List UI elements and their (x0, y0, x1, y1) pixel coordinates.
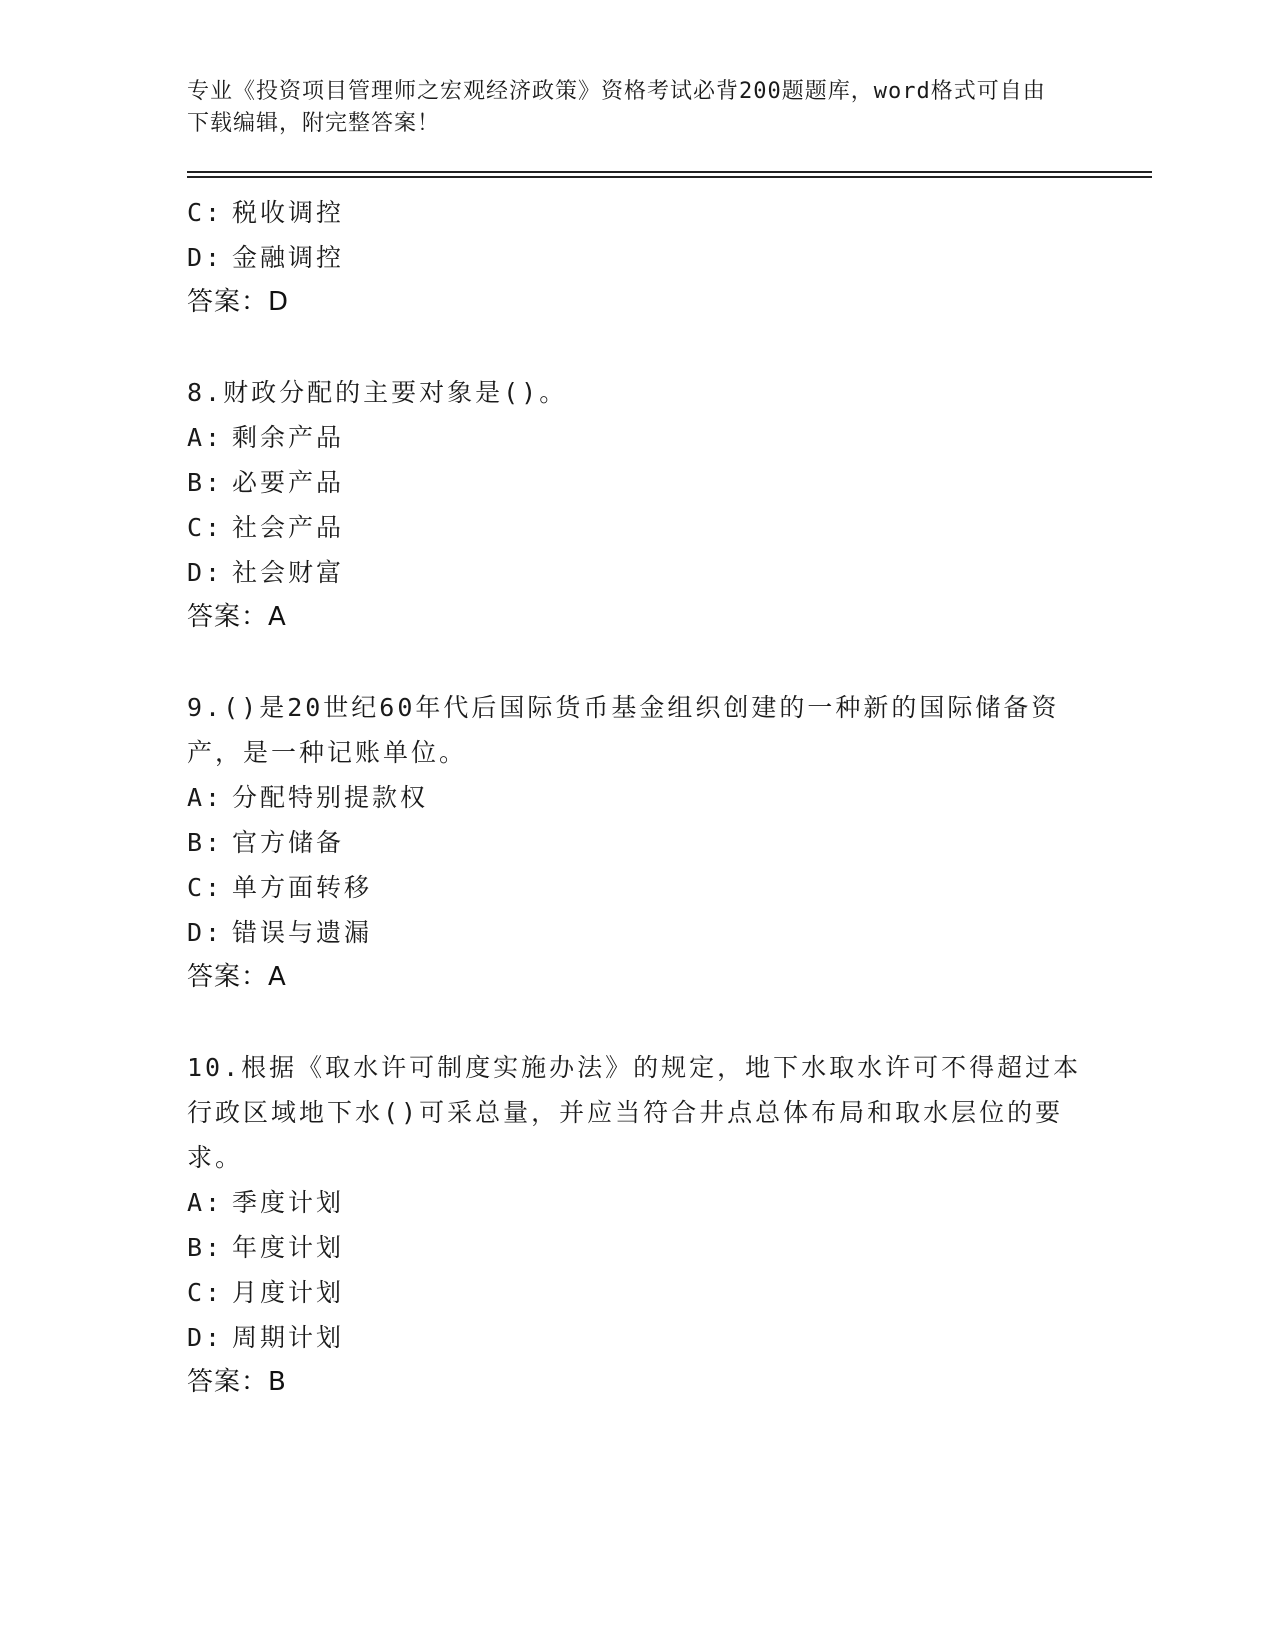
option-d (187, 1315, 1087, 1360)
option-text: 季度计划 (232, 1188, 345, 1217)
option-text: 单方面转移 (232, 873, 373, 902)
question-text: 8.财政分配的主要对象是()。 (187, 378, 568, 407)
option-c (187, 865, 1087, 910)
option-text: 社会财富 (232, 558, 345, 587)
option-b (187, 1225, 1087, 1270)
option-a (187, 775, 1087, 820)
option-b (187, 460, 1087, 505)
option-label: B: (187, 468, 224, 497)
option-label: A: (187, 423, 224, 452)
document-header: 专业《投资项目管理师之宏观经济政策》资格考试必背200题题库，word格式可自由下载编辑，附完整答案！ (187, 79, 1046, 136)
option-text: 错误与遗漏 (232, 918, 373, 947)
answer-line: 答案：D (187, 287, 290, 317)
option-label: B: (187, 828, 224, 857)
option-text: 金融调控 (232, 243, 345, 272)
option-b (187, 820, 1087, 865)
option-label: D: (187, 918, 224, 947)
option-label: C: (187, 513, 224, 542)
option-c (187, 1270, 1087, 1315)
option-label: D: (187, 1323, 224, 1352)
answer-line: 答案：A (187, 962, 287, 992)
question-text: 9.()是20世纪60年代后国际货币基金组织创建的一种新的国际储备资产，是一种记账单位。 (187, 693, 1060, 767)
answer-line: 答案：A (187, 602, 287, 632)
option-text: 分配特别提款权 (232, 783, 429, 812)
header-rule-top (187, 171, 1152, 173)
header-rule-bottom (187, 176, 1152, 178)
spacer (187, 325, 1087, 370)
option-text: 周期计划 (232, 1323, 345, 1352)
option-text: 官方储备 (232, 828, 345, 857)
option-text: 年度计划 (232, 1233, 345, 1262)
option-label: D: (187, 243, 224, 272)
option-label: C: (187, 873, 224, 902)
option-c (187, 505, 1087, 550)
option-d (187, 910, 1087, 955)
option-label: D: (187, 558, 224, 587)
spacer (187, 640, 1087, 685)
option-label: C: (187, 1278, 224, 1307)
option-text: 剩余产品 (232, 423, 345, 452)
option-d (187, 550, 1087, 595)
option-label: A: (187, 1188, 224, 1217)
option-label: B: (187, 1233, 224, 1262)
question-text: 10.根据《取水许可制度实施办法》的规定，地下水取水许可不得超过本行政区域地下水()可采总量，并应当符合井点总体布局和取水层位的要求。 (187, 1053, 1082, 1172)
option-c (187, 190, 1087, 235)
option-label: A: (187, 783, 224, 812)
option-label: C: (187, 198, 224, 227)
option-text: 税收调控 (232, 198, 345, 227)
option-text: 月度计划 (232, 1278, 345, 1307)
answer-line: 答案：B (187, 1367, 287, 1397)
option-text: 必要产品 (232, 468, 345, 497)
option-a (187, 415, 1087, 460)
option-text: 社会产品 (232, 513, 345, 542)
option-a (187, 1180, 1087, 1225)
question-list (187, 190, 1087, 1405)
option-d (187, 235, 1087, 280)
spacer (187, 1000, 1087, 1045)
